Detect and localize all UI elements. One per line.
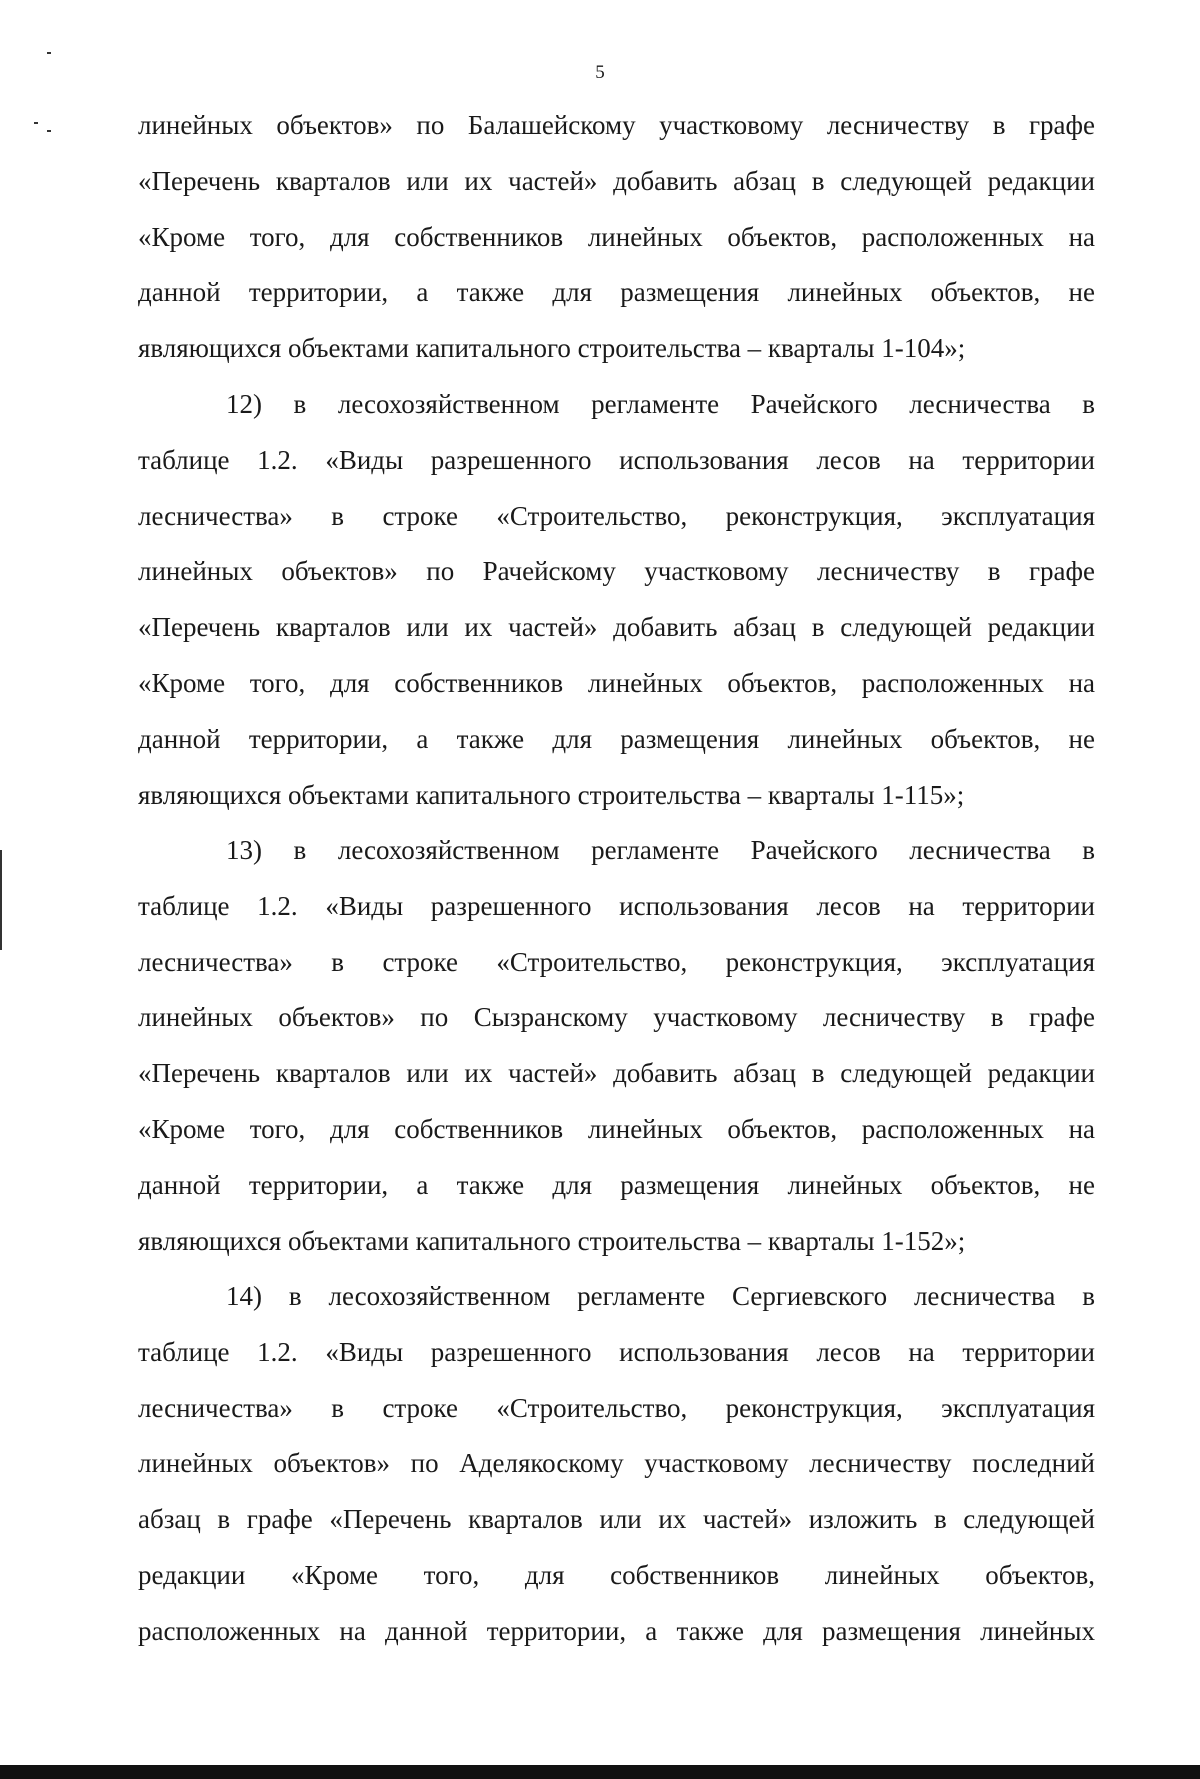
text-line: лесничества» в строке «Строительство, реконструкция, эксплуатация xyxy=(138,946,1095,977)
scan-speck xyxy=(34,122,38,124)
text-line: «Кроме того, для собственников линейных объектов, расположенных на xyxy=(138,1113,1095,1144)
text-line: данной территории, а также для размещения линейных объектов, не xyxy=(138,1169,1095,1200)
text-line: 12) в лесохозяйственном регламенте Рачейского лесничества в xyxy=(226,389,1095,419)
scan-speck xyxy=(47,130,51,132)
text-line: таблице 1.2. «Виды разрешенного использования лесов на территории xyxy=(138,444,1095,475)
text-line: являющихся объектами капитального строительства – кварталы 1-152»; xyxy=(138,1225,966,1256)
text-line: линейных объектов» по Балашейскому участковому лесничеству в графе xyxy=(138,110,1095,140)
text-line: линейных объектов» по Рачейскому участковому лесничеству в графе xyxy=(138,556,1095,587)
scan-edge-line xyxy=(0,850,2,950)
text-line: «Перечень кварталов или их частей» добавить абзац в следующей редакции xyxy=(138,1058,1095,1089)
text-line: «Перечень кварталов или их частей» добавить абзац в следующей редакции xyxy=(138,612,1095,643)
scan-bottom-edge xyxy=(0,1765,1200,1779)
page-number: 5 xyxy=(595,62,605,83)
text-line: линейных объектов» по Аделякоскому участковому лесничеству последний xyxy=(138,1448,1095,1479)
paragraph-item-14 xyxy=(138,1269,1095,1660)
text-line: «Перечень кварталов или их частей» добавить абзац в следующей редакции xyxy=(138,165,1095,196)
text-line: абзац в графе «Перечень кварталов или их частей» изложить в следующей xyxy=(138,1504,1095,1535)
text-line: 13) в лесохозяйственном регламенте Рачейского лесничества в xyxy=(226,835,1095,865)
text-line: расположенных на данной территории, а также для размещения линейных xyxy=(138,1615,1095,1646)
text-line: данной территории, а также для размещения линейных объектов, не xyxy=(138,723,1095,754)
text-line: 14) в лесохозяйственном регламенте Сергиевского лесничества в xyxy=(226,1281,1095,1311)
text-line: редакции «Кроме того, для собственников линейных объектов, xyxy=(138,1559,1095,1590)
scan-speck xyxy=(47,52,51,54)
text-line: таблице 1.2. «Виды разрешенного использования лесов на территории xyxy=(138,1336,1095,1367)
text-line: данной территории, а также для размещения линейных объектов, не xyxy=(138,277,1095,308)
text-line: лесничества» в строке «Строительство, реконструкция, эксплуатация xyxy=(138,1392,1095,1423)
text-line: линейных объектов» по Сызранскому участковому лесничеству в графе xyxy=(138,1002,1095,1033)
text-line: «Кроме того, для собственников линейных объектов, расположенных на xyxy=(138,221,1095,252)
paragraph-item-12 xyxy=(138,377,1095,823)
text-line: «Кроме того, для собственников линейных объектов, расположенных на xyxy=(138,667,1095,698)
text-line: таблице 1.2. «Виды разрешенного использования лесов на территории xyxy=(138,890,1095,921)
paragraph-item-13 xyxy=(138,823,1095,1269)
text-line: лесничества» в строке «Строительство, реконструкция, эксплуатация xyxy=(138,500,1095,531)
text-line: являющихся объектами капитального строительства – кварталы 1-115»; xyxy=(138,779,965,810)
paragraph-continuation xyxy=(138,98,1095,377)
text-line: являющихся объектами капитального строительства – кварталы 1-104»; xyxy=(138,333,966,364)
